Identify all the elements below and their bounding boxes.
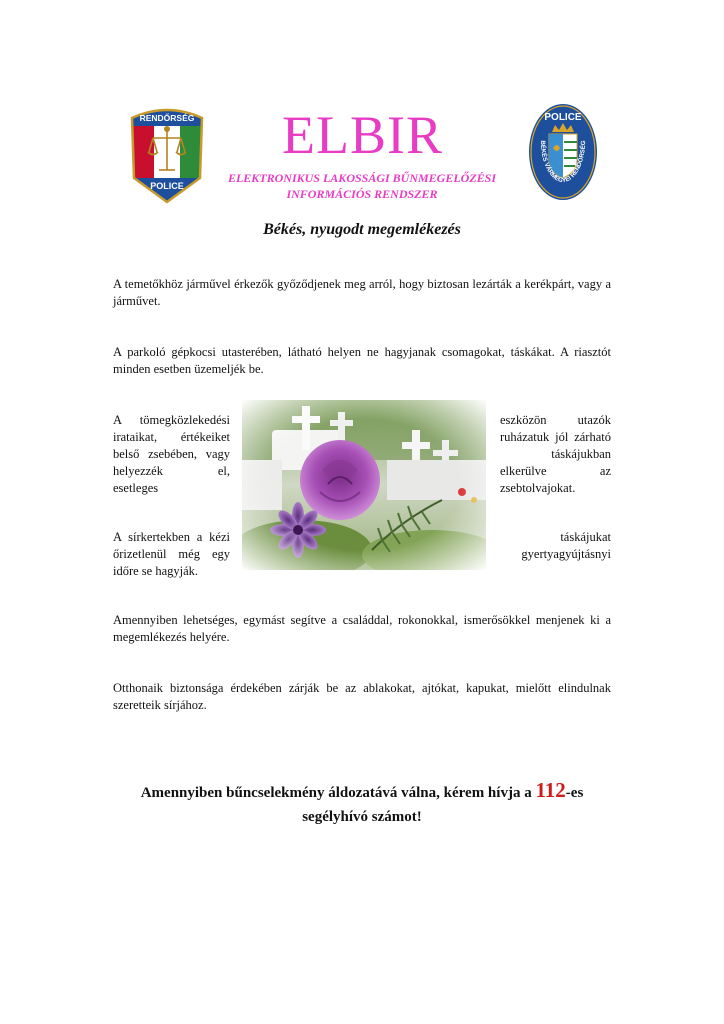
text-line: helyezzék el, xyxy=(113,464,230,478)
text-line: elkerülve az xyxy=(500,464,611,478)
left-logo-bottom-text: POLICE xyxy=(150,181,184,191)
subtitle-line-1: ELEKTRONIKUS LAKOSSÁGI BŰNMEGELŐZÉSI xyxy=(227,171,497,185)
text-line: eszközön utazók xyxy=(500,413,611,427)
text-line: esetleges xyxy=(113,481,159,495)
text-line: zsebtolvajokat. xyxy=(500,481,576,495)
cemetery-flower-photo xyxy=(242,400,486,570)
emergency-call-notice xyxy=(90,778,634,829)
text-line: A sírkertekben a kézi xyxy=(113,530,230,544)
emergency-text-after: -es xyxy=(565,785,584,801)
text-line: időre se hagyják. xyxy=(113,564,199,578)
emergency-number: 112 xyxy=(535,778,566,802)
text-line: irataikat, értékeiket xyxy=(113,430,230,444)
left-logo-top-text: RENDŐRSÉG xyxy=(139,113,195,123)
paragraph-home-security: Otthonaik biztonsága érdekében zárják be az ablakokat, ajtókat, kapukat, mielőtt elindulnak szeretteik sírjához. xyxy=(113,681,611,712)
paragraph-cemetery-bags-right xyxy=(500,529,611,563)
right-logo-ring-text: BÉKÉS VÁRMEGYEI RENDŐRSÉG xyxy=(538,140,588,185)
text-line: táskájukat xyxy=(560,530,611,544)
bekes-police-badge-logo xyxy=(527,102,599,202)
paragraph-vehicle-lock: A temetőkhöz járművel érkezők győződjenek meg arról, hogy biztosan lezárták a kerékpárt, vagy a járművet. xyxy=(113,277,611,308)
text-line: őrizetlenül még egy xyxy=(113,547,230,561)
text-line: gyertyagyújtásnyi xyxy=(521,547,611,561)
elbir-subtitle xyxy=(220,170,504,202)
paragraph-cemetery-bags-left xyxy=(113,529,230,580)
text-line: belső zsebében, vagy xyxy=(113,447,230,461)
emergency-line-2: segélyhívó számot! xyxy=(302,809,422,825)
paragraph-parking: A parkoló gépkocsi utasterében, látható helyen ne hagyjanak csomagokat, táskákat. A riasztót minden esetben üzemeljék be. xyxy=(113,345,611,376)
text-line: A tömegközlekedési xyxy=(113,413,230,427)
subtitle-line-2: INFORMÁCIÓS RENDSZER xyxy=(286,187,438,201)
emergency-text-before: Amennyiben bűncselekmény áldozatává válna, kérem hívja a xyxy=(140,785,536,801)
text-line: ruházatuk jól zárható xyxy=(500,430,611,444)
page-heading: Békés, nyugodt megemlékezés xyxy=(263,221,461,238)
elbir-title: ELBIR xyxy=(282,105,443,165)
rendorseg-badge-logo xyxy=(128,104,206,204)
paragraph-public-transport-left xyxy=(113,412,230,497)
emergency-line-1 xyxy=(90,778,634,805)
paragraph-go-together: Amennyiben lehetséges, egymást segítve a családdal, rokonokkal, ismerősökkel menjenek ki a megemlékezés helyére. xyxy=(113,613,611,644)
text-line: táskájukban xyxy=(551,447,611,461)
right-logo-top-text: POLICE xyxy=(544,112,582,123)
paragraph-public-transport-right xyxy=(500,412,611,497)
